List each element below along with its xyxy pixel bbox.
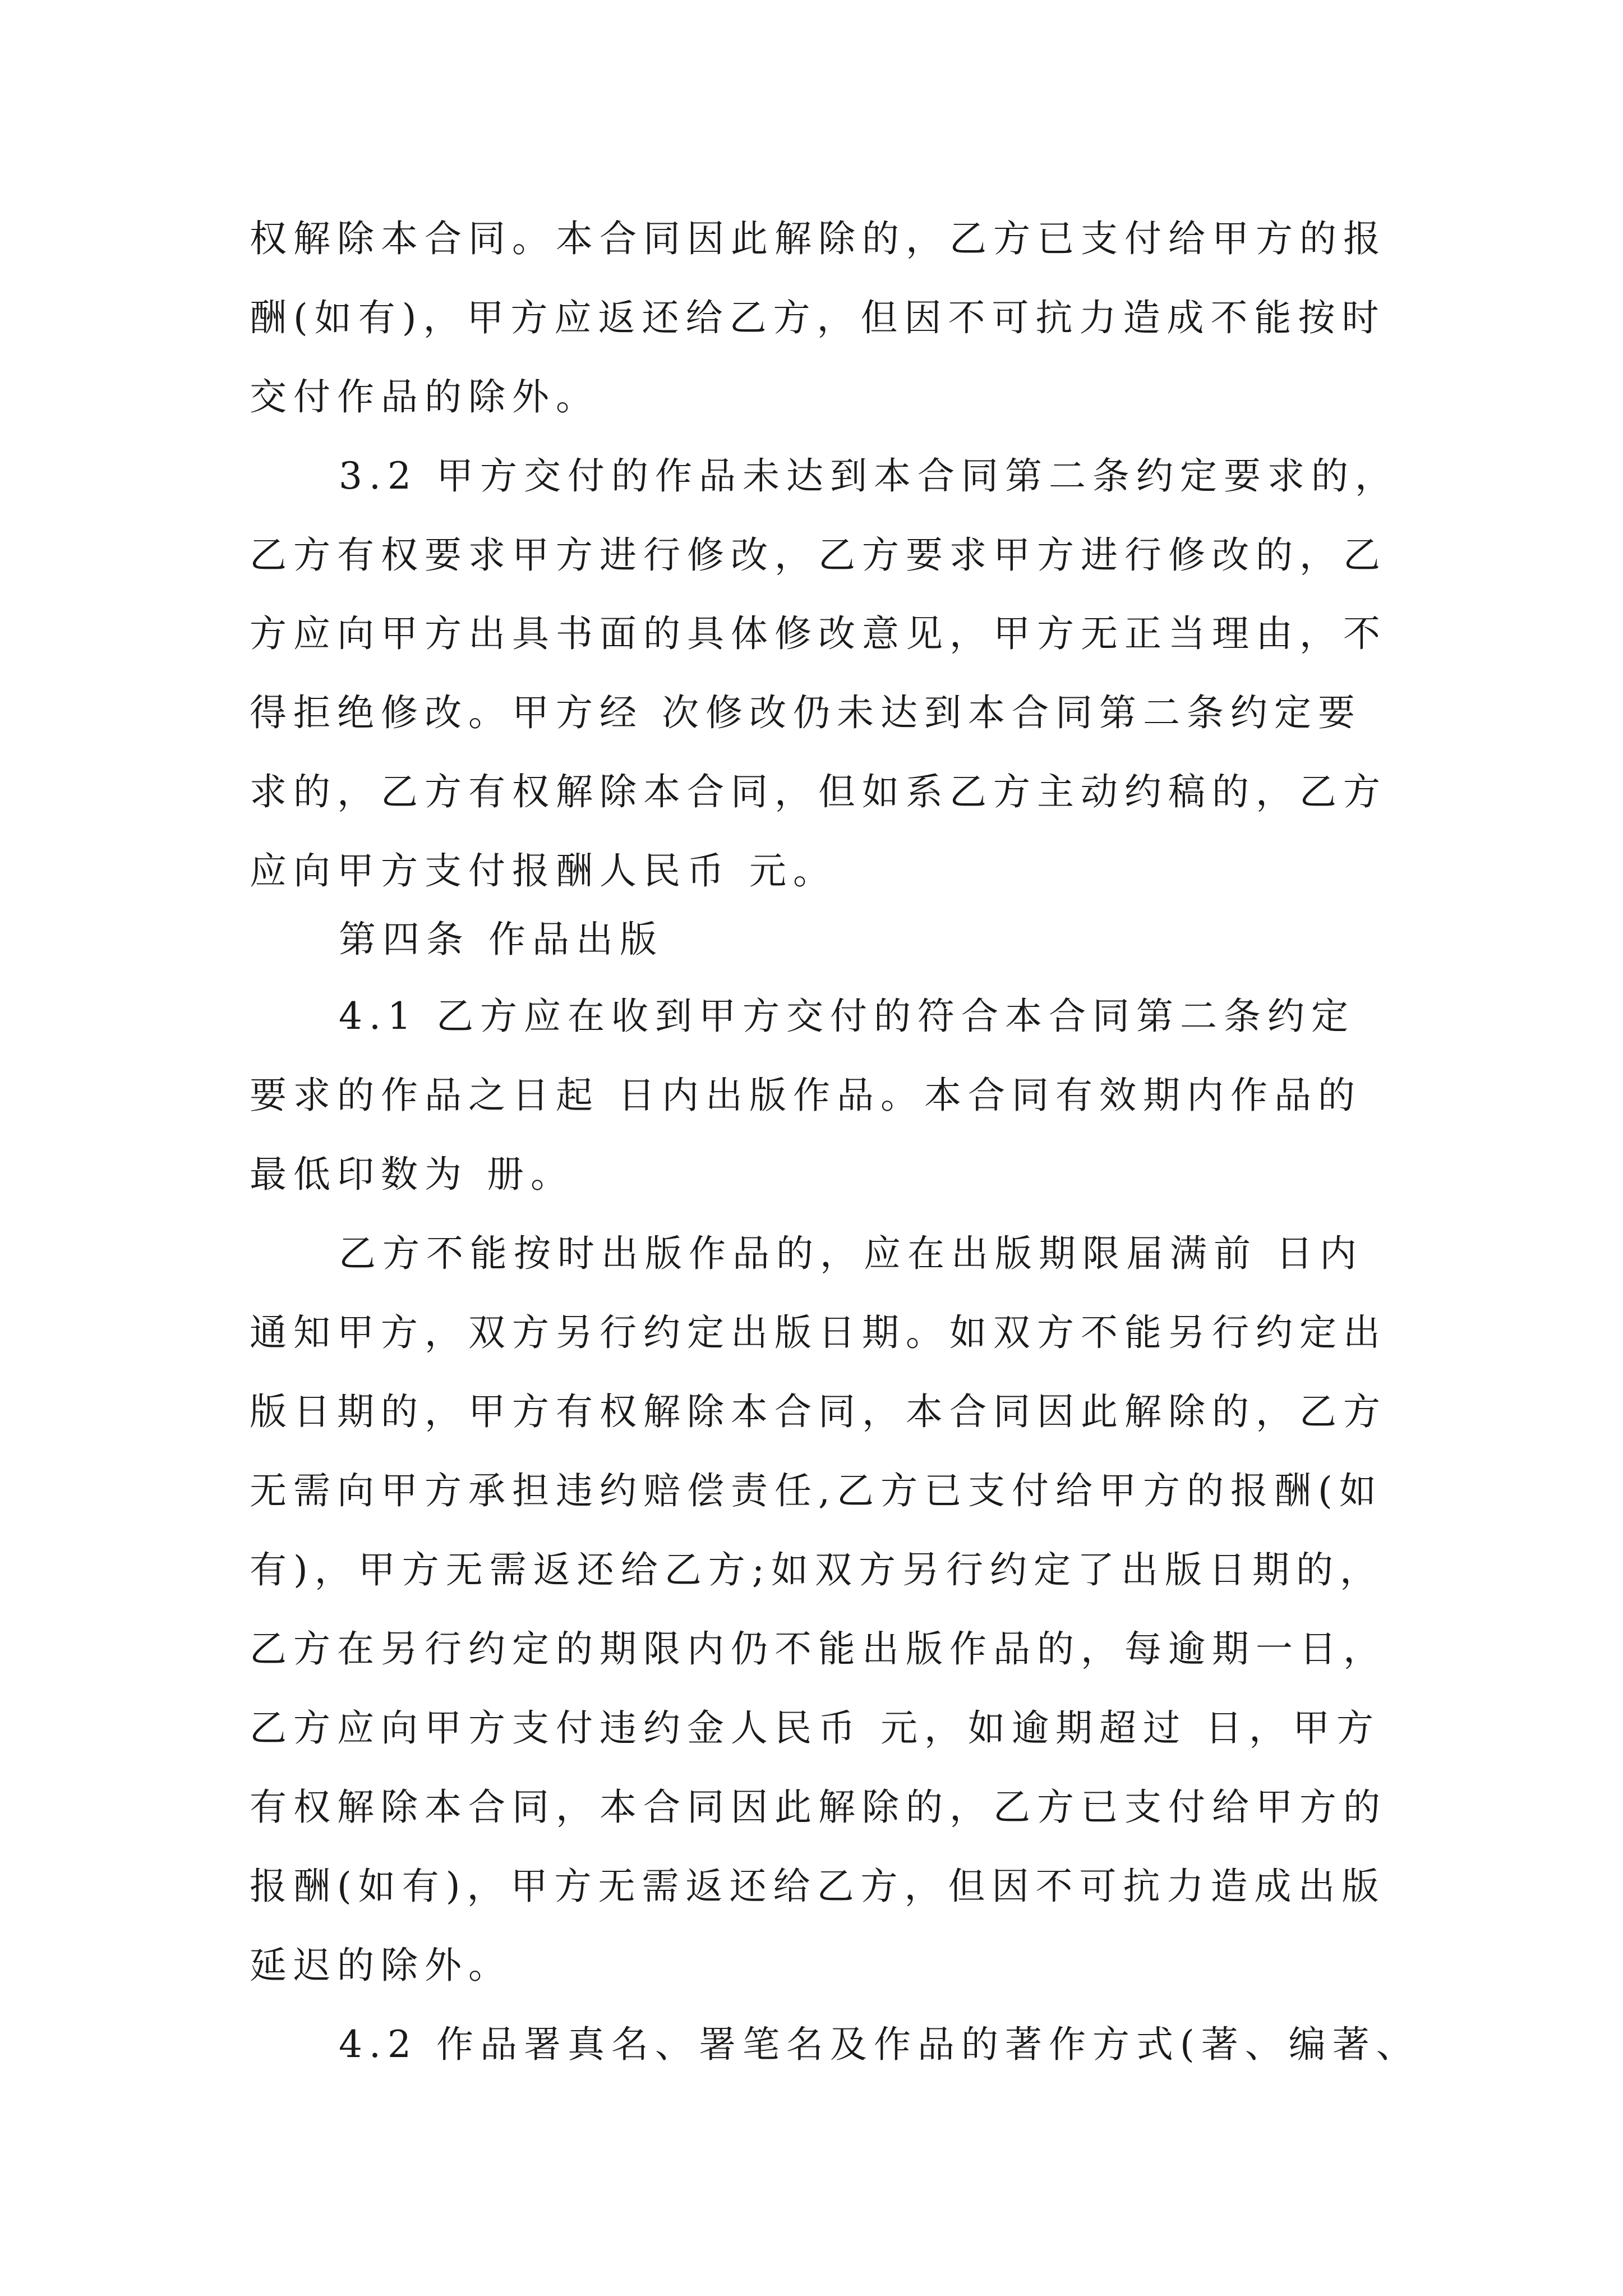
text-line: 求的，乙方有权解除本合同，但如系乙方主动约稿的，乙方 xyxy=(250,770,1387,813)
text-line: 酬(如有)，甲方应返还给乙方，但因不可抗力造成不能按时 xyxy=(250,296,1386,339)
text-line: 乙方在另行约定的期限内仍不能出版作品的，每逾期一日， xyxy=(250,1627,1387,1671)
text-line: 通知甲方，双方另行约定出版日期。如双方不能另行约定出 xyxy=(250,1311,1387,1354)
text-line: 报酬(如有)，甲方无需返还给乙方，但因不可抗力造成出版 xyxy=(250,1865,1386,1908)
text-line: 有)，甲方无需返还给乙方;如双方另行约定了出版日期的， xyxy=(250,1548,1384,1591)
text-line: 乙方不能按时出版作品的，应在出版期限届满前 日内 xyxy=(339,1232,1363,1275)
text-line: 有权解除本合同，本合同因此解除的，乙方已支付给甲方的 xyxy=(250,1786,1387,1829)
text-line: 要求的作品之日起 日内出版作品。本合同有效期内作品的 xyxy=(250,1074,1362,1117)
text-line: 方应向甲方出具书面的具体修改意见，甲方无正当理由，不 xyxy=(250,612,1387,655)
text-line: 乙方有权要求甲方进行修改，乙方要求甲方进行修改的，乙 xyxy=(250,533,1387,577)
text-line: 得拒绝修改。甲方经 次修改仍未达到本合同第二条约定要 xyxy=(250,691,1362,734)
text-line: 无需向甲方承担违约赔偿责任,乙方已支付给甲方的报酬(如 xyxy=(250,1469,1383,1512)
text-line: 乙方应向甲方支付违约金人民币 元，如逾期超过 日，甲方 xyxy=(250,1706,1380,1750)
text-line: 4.2 作品署真名、署笔名及作品的著作方式(著、编著、 xyxy=(339,2023,1420,2066)
text-line: 权解除本合同。本合同因此解除的，乙方已支付给甲方的报 xyxy=(250,217,1387,260)
text-line: 延迟的除外。 xyxy=(250,1944,512,1987)
text-line: 版日期的，甲方有权解除本合同，本合同因此解除的，乙方 xyxy=(250,1390,1387,1433)
section-heading: 第四条 作品出版 xyxy=(339,918,663,961)
text-line: 3.2 甲方交付的作品未达到本合同第二条约定要求的， xyxy=(339,454,1399,498)
text-line: 最低印数为 册。 xyxy=(250,1153,574,1196)
text-line: 应向甲方支付报酬人民币 元。 xyxy=(250,849,837,892)
text-line: 交付作品的除外。 xyxy=(250,375,600,418)
text-line: 4.1 乙方应在收到甲方交付的符合本合同第二条约定 xyxy=(339,995,1355,1038)
